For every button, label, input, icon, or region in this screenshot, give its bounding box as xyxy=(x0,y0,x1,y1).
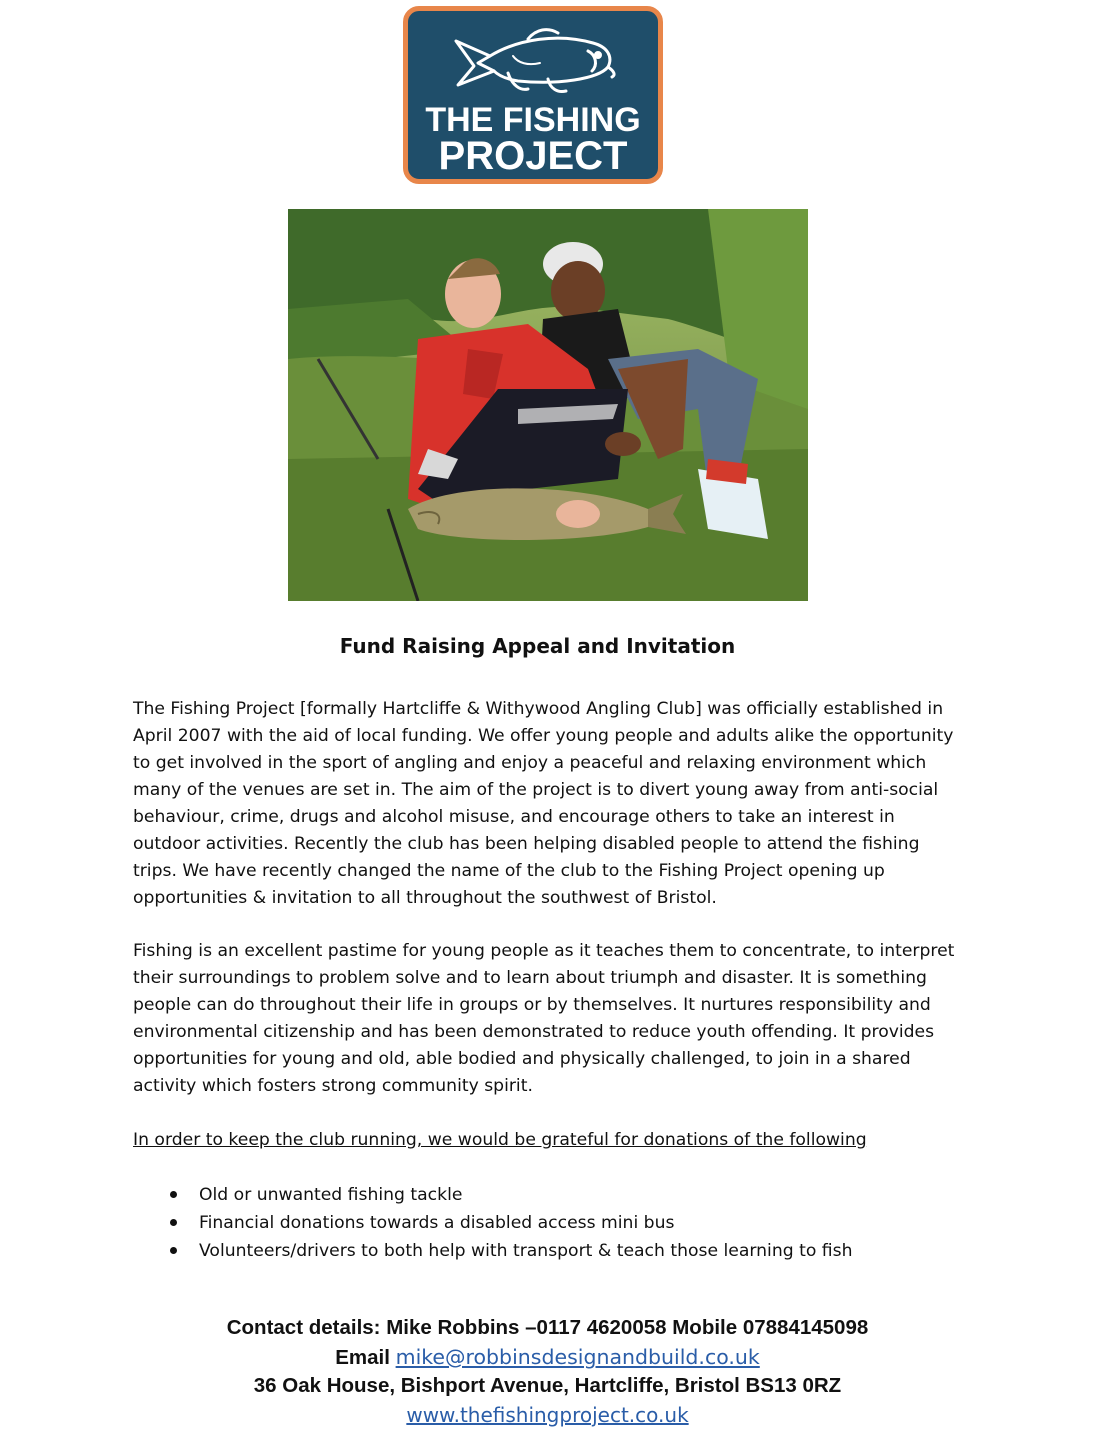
logo-line-2: PROJECT xyxy=(438,134,628,178)
bullet-icon xyxy=(170,1219,177,1226)
contact-phone-line: Contact details: Mike Robbins –0117 4620058 Mobile 07884145098 xyxy=(226,1316,869,1339)
email-label: Email xyxy=(335,1346,396,1369)
contact-email-line xyxy=(0,1345,1095,1370)
intro-paragraph: The Fishing Project [formally Hartcliffe & Withywood Angling Club] was officially established in April 2007 with the aid of local funding. We offer young people and adults alike the opportunity to get involved in the sport of angling and enjoy a peaceful and relaxing environment which many of the venues are set in. The aim of the project is to divert young away from anti-social behaviour, crime, drugs and alcohol misuse, and encourage others to take an interest in outdoor activities. Recently the club has been helping disabled people to attend the fishing trips. We have recently changed the name of the club to the Fishing Project opening up opportunities & invitation to all throughout the southwest of Bristol. xyxy=(133,699,954,908)
list-item-text: Old or unwanted fishing tackle xyxy=(199,1185,463,1205)
list-item-text: Financial donations towards a disabled access mini bus xyxy=(199,1213,675,1233)
logo-line-1: THE FISHING xyxy=(425,101,641,139)
bullet-icon xyxy=(170,1247,177,1254)
list-item xyxy=(133,1181,963,1209)
contact-address: 36 Oak House, Bishport Avenue, Hartcliffe, Bristol BS13 0RZ xyxy=(253,1374,842,1397)
list-item xyxy=(133,1237,963,1265)
fishing-project-logo xyxy=(403,6,663,184)
contact-website-line xyxy=(0,1403,1095,1427)
carp-logo-icon xyxy=(456,30,614,92)
donations-heading: In order to keep the club running, we would be grateful for donations of the following xyxy=(133,1130,867,1150)
page-title: Fund Raising Appeal and Invitation xyxy=(339,634,736,658)
email-link[interactable]: mike@robbinsdesignandbuild.co.uk xyxy=(395,1345,760,1369)
photo-two-anglers-with-carp-icon xyxy=(288,209,808,601)
anglers-photo xyxy=(288,209,808,601)
bullet-icon xyxy=(170,1191,177,1198)
list-item-text: Volunteers/drivers to both help with transport & teach those learning to fish xyxy=(199,1241,853,1261)
donations-list xyxy=(133,1181,963,1265)
website-link[interactable]: www.thefishingproject.co.uk xyxy=(406,1403,689,1427)
list-item xyxy=(133,1209,963,1237)
benefits-paragraph: Fishing is an excellent pastime for young people as it teaches them to concentrate, to interpret their surroundings to problem solve and to learn about triumph and disaster. It is something people can do throughout their life in groups or by themselves. It nurtures responsibility and environmental citizenship and has been demonstrated to reduce youth offending. It provides opportunities for young and old, able bodied and physically challenged, to join in a shared activity which fosters strong community spirit. xyxy=(133,941,955,1096)
